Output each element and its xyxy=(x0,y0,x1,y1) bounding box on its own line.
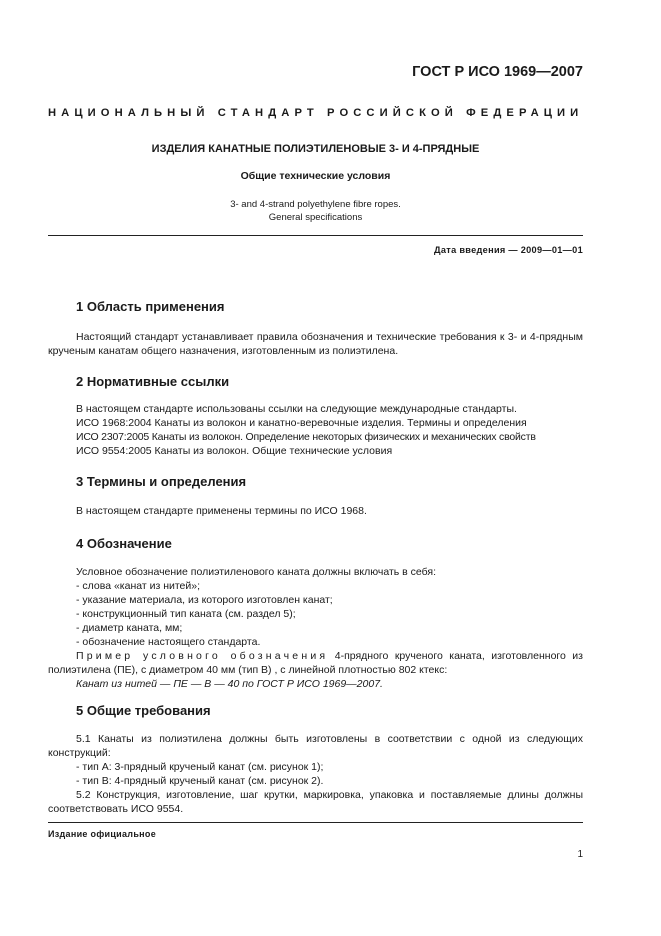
reference-item: ИСО 1968:2004 Канаты из волокон и канатно-веревочные изделия. Термины и определения xyxy=(76,417,527,429)
designation-item: - обозначение настоящего стандарта. xyxy=(76,636,261,648)
section-5-heading: 5 Общие требования xyxy=(76,703,211,718)
section-3-body xyxy=(48,504,583,518)
section-2-intro: В настоящем стандарте использованы ссылки на следующие международные стандарты. xyxy=(76,403,517,415)
document-title-ru: ИЗДЕЛИЯ КАНАТНЫЕ ПОЛИЭТИЛЕНОВЫЕ 3- И 4-ПРЯДНЫЕ xyxy=(151,143,480,155)
type-item: - тип А: 3-прядный крученый канат (см. рисунок 1); xyxy=(76,761,324,773)
section-2-body xyxy=(48,402,583,458)
section-1-body xyxy=(48,330,583,358)
section-4-intro: Условное обозначение полиэтиленового каната должны включать в себя: xyxy=(76,566,437,578)
national-standard-banner: НАЦИОНАЛЬНЫЙ СТАНДАРТ РОССИЙСКОЙ ФЕДЕРАЦИИ xyxy=(48,107,584,119)
example-label: Пример условного обозначения xyxy=(76,650,329,662)
title-en-line1: 3- and 4-strand polyethylene fibre ropes. xyxy=(230,199,401,210)
reference-item: ИСО 2307:2005 Канаты из волокон. Определение некоторых физических и механических свойств xyxy=(76,431,536,443)
section-4-body xyxy=(48,565,583,691)
clause-5-1: 5.1 Канаты из полиэтилена должны быть изготовлены в соответствии с одной из следующих конструкций: xyxy=(48,733,583,759)
document-subtitle-ru: Общие технические условия xyxy=(240,170,391,182)
section-2-heading: 2 Нормативные ссылки xyxy=(76,374,230,389)
designation-item: - конструкционный тип каната (см. раздел 5); xyxy=(76,608,296,620)
section-5-body xyxy=(48,732,583,816)
example-designation: Канат из нитей — ПЕ — В — 40 по ГОСТ Р ИСО 1969—2007. xyxy=(76,678,383,690)
type-item: - тип В: 4-прядный крученый канат (см. рисунок 2). xyxy=(76,775,324,787)
designation-item: - слова «канат из нитей»; xyxy=(76,580,201,592)
section-1-text: Настоящий стандарт устанавливает правила обозначения и технические требования к 3- и 4-прядным крученым канатам общего назначения, изготовленным из полиэтилена. xyxy=(48,331,583,357)
title-en-line2: General specifications xyxy=(268,212,363,223)
designation-item: - указание материала, из которого изготовлен канат; xyxy=(76,594,333,606)
section-1-heading: 1 Область применения xyxy=(76,299,225,314)
example-text: 4-прядного крученого каната, изготовленного из полиэтилена (ПЕ), с диаметром 40 мм (тип В) , с линейной плотностью 802 ктекс: xyxy=(48,650,583,676)
designation-example xyxy=(48,649,583,677)
clause-5-2: 5.2 Конструкция, изготовление, шаг крутки, маркировка, упаковка и поставляемые длины должны соответствовать ИСО 9554. xyxy=(48,789,583,815)
footer-divider xyxy=(48,822,583,823)
section-3-text: В настоящем стандарте применены термины по ИСО 1968. xyxy=(76,505,367,517)
header-divider xyxy=(48,235,583,236)
designation-item: - диаметр каната, мм; xyxy=(76,622,183,634)
edition-note: Издание официальное xyxy=(48,829,157,839)
gost-code: ГОСТ Р ИСО 1969—2007 xyxy=(412,64,583,80)
section-3-heading: 3 Термины и определения xyxy=(76,474,247,489)
document-title-en xyxy=(48,198,583,224)
reference-item: ИСО 9554:2005 Канаты из волокон. Общие технические условия xyxy=(76,445,393,457)
section-4-heading: 4 Обозначение xyxy=(76,536,172,551)
page-number: 1 xyxy=(577,849,583,860)
intro-date: Дата введения — 2009—01—01 xyxy=(434,245,583,255)
